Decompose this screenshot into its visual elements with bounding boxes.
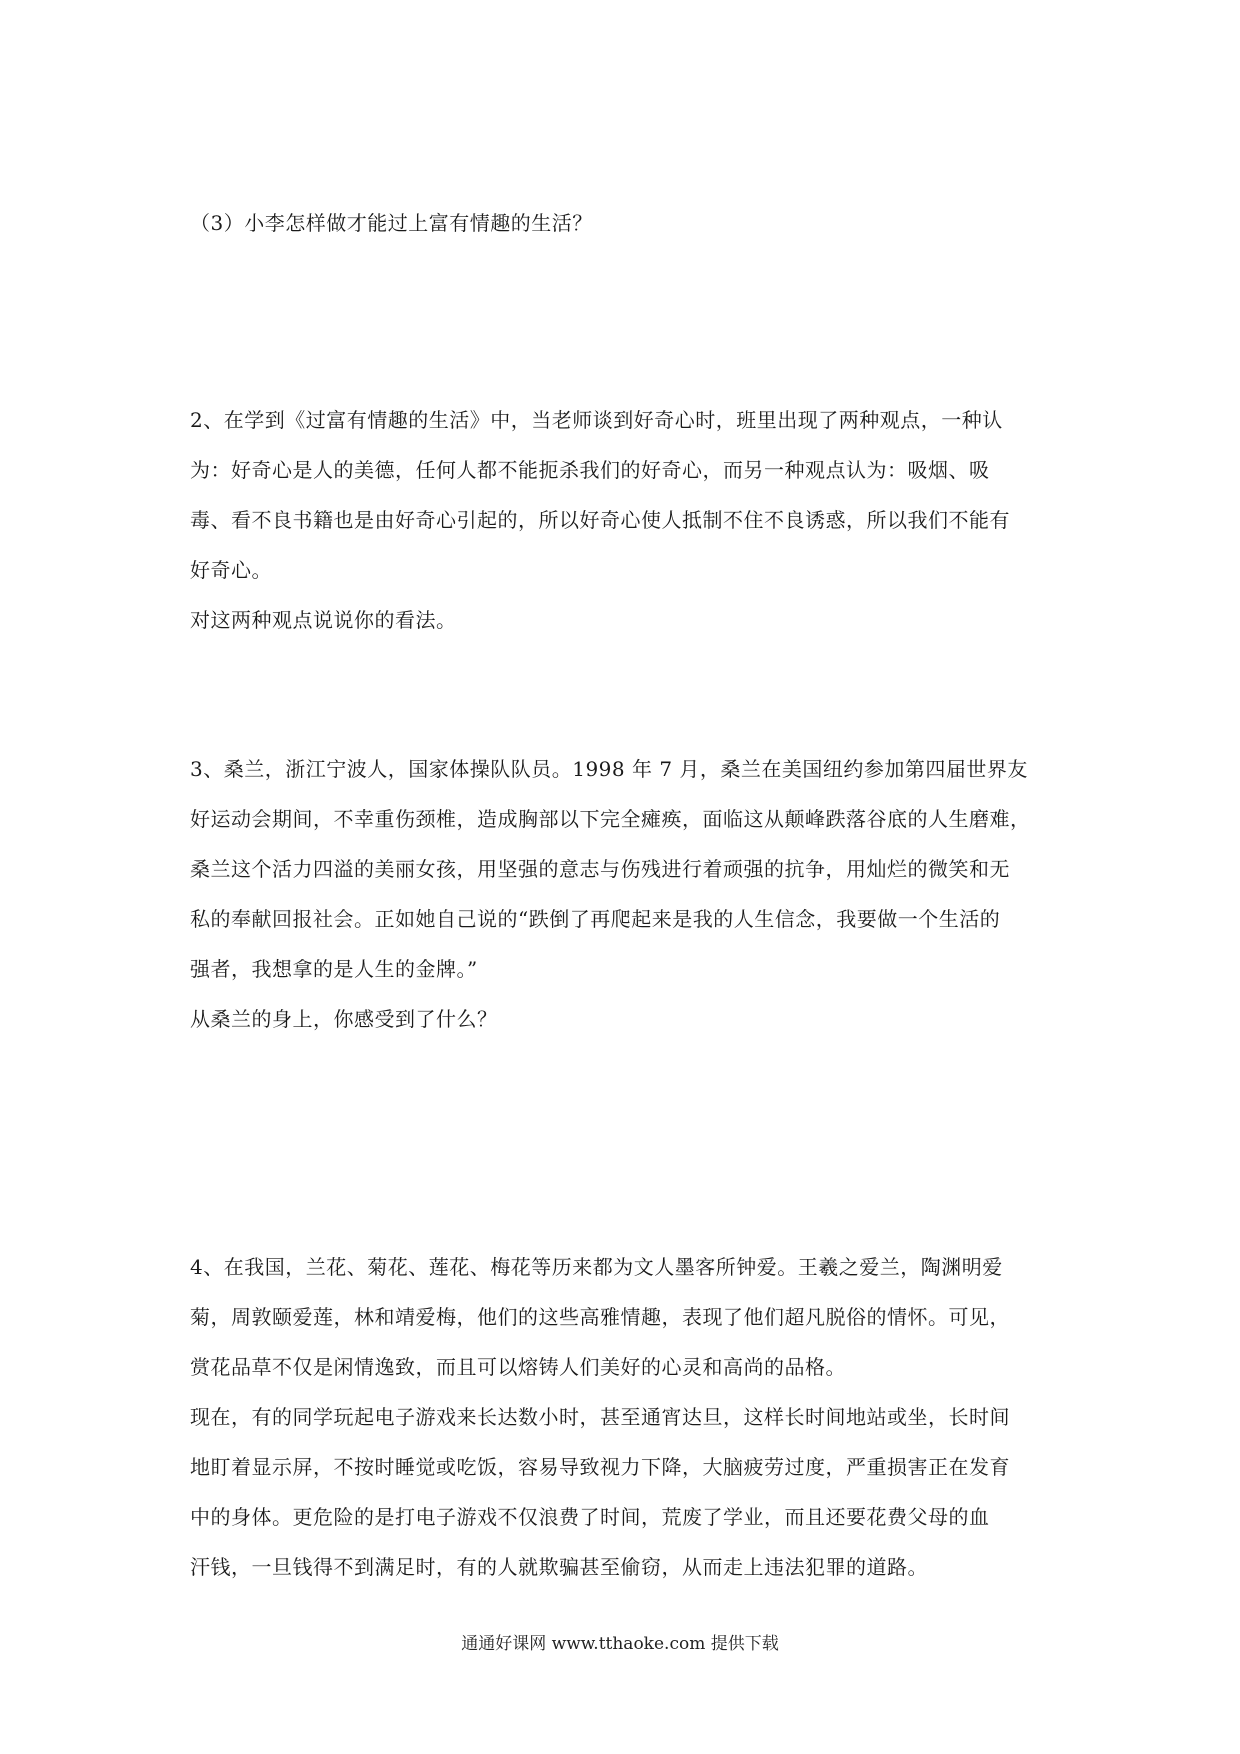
question-4-line-6: 中的身体。更危险的是打电子游戏不仅浪费了时间，荒废了学业，而且还要花费父母的血	[190, 1505, 990, 1529]
question-4-line-3: 赏花品草不仅是闲情逸致，而且可以熔铸人们美好的心灵和高尚的品格。	[190, 1355, 846, 1379]
question-3	[190, 744, 1070, 1044]
question-2-line-4: 好奇心。	[190, 558, 272, 582]
question-3-line-3: 桑兰这个活力四溢的美丽女孩，用坚强的意志与伤残进行着顽强的抗争，用灿烂的微笑和无	[190, 857, 1010, 881]
question-2-line-2: 为：好奇心是人的美德，任何人都不能扼杀我们的好奇心，而另一种观点认为：吸烟、吸	[190, 458, 990, 482]
question-4-line-2: 菊，周敦颐爱莲，林和靖爱梅，他们的这些高雅情趣，表现了他们超凡脱俗的情怀。可见，	[190, 1305, 1010, 1329]
question-3-prompt: 从桑兰的身上，你感受到了什么？	[190, 1007, 498, 1031]
question-3-line-1: 3、桑兰，浙江宁波人，国家体操队队员。1998 年 7 月，桑兰在美国纽约参加第四届世界友	[190, 757, 1028, 781]
question-text: （3）小李怎样做才能过上富有情趣的生活？	[190, 211, 593, 235]
question-2-prompt: 对这两种观点说说你的看法。	[190, 608, 457, 632]
page-footer: 通通好课网 www.tthaoke.com 提供下载	[461, 1634, 779, 1654]
question-2	[190, 395, 1070, 645]
question-4-line-4: 现在，有的同学玩起电子游戏来长达数小时，甚至通宵达旦，这样长时间地站或坐，长时间	[190, 1405, 1010, 1429]
question-2-line-1: 2、在学到《过富有情趣的生活》中，当老师谈到好奇心时，班里出现了两种观点，一种认	[190, 408, 1003, 432]
question-1-part-3	[190, 198, 1070, 248]
question-4	[190, 1242, 1070, 1592]
question-3-line-5: 强者，我想拿的是人生的金牌。”	[190, 957, 478, 981]
question-3-line-4: 私的奉献回报社会。正如她自己说的“跌倒了再爬起来是我的人生信念，我要做一个生活的	[190, 907, 1001, 931]
question-4-line-1: 4、在我国，兰花、菊花、莲花、梅花等历来都为文人墨客所钟爱。王羲之爱兰，陶渊明爱	[190, 1255, 1003, 1279]
question-4-line-7: 汗钱，一旦钱得不到满足时，有的人就欺骗甚至偷窃，从而走上违法犯罪的道路。	[190, 1555, 928, 1579]
question-4-line-5: 地盯着显示屏，不按时睡觉或吃饭，容易导致视力下降，大脑疲劳过度，严重损害正在发育	[190, 1455, 1010, 1479]
question-2-line-3: 毒、看不良书籍也是由好奇心引起的，所以好奇心使人抵制不住不良诱惑，所以我们不能有	[190, 508, 1010, 532]
question-3-line-2: 好运动会期间，不幸重伤颈椎，造成胸部以下完全瘫痪，面临这从颠峰跌落谷底的人生磨难，	[190, 807, 1031, 831]
